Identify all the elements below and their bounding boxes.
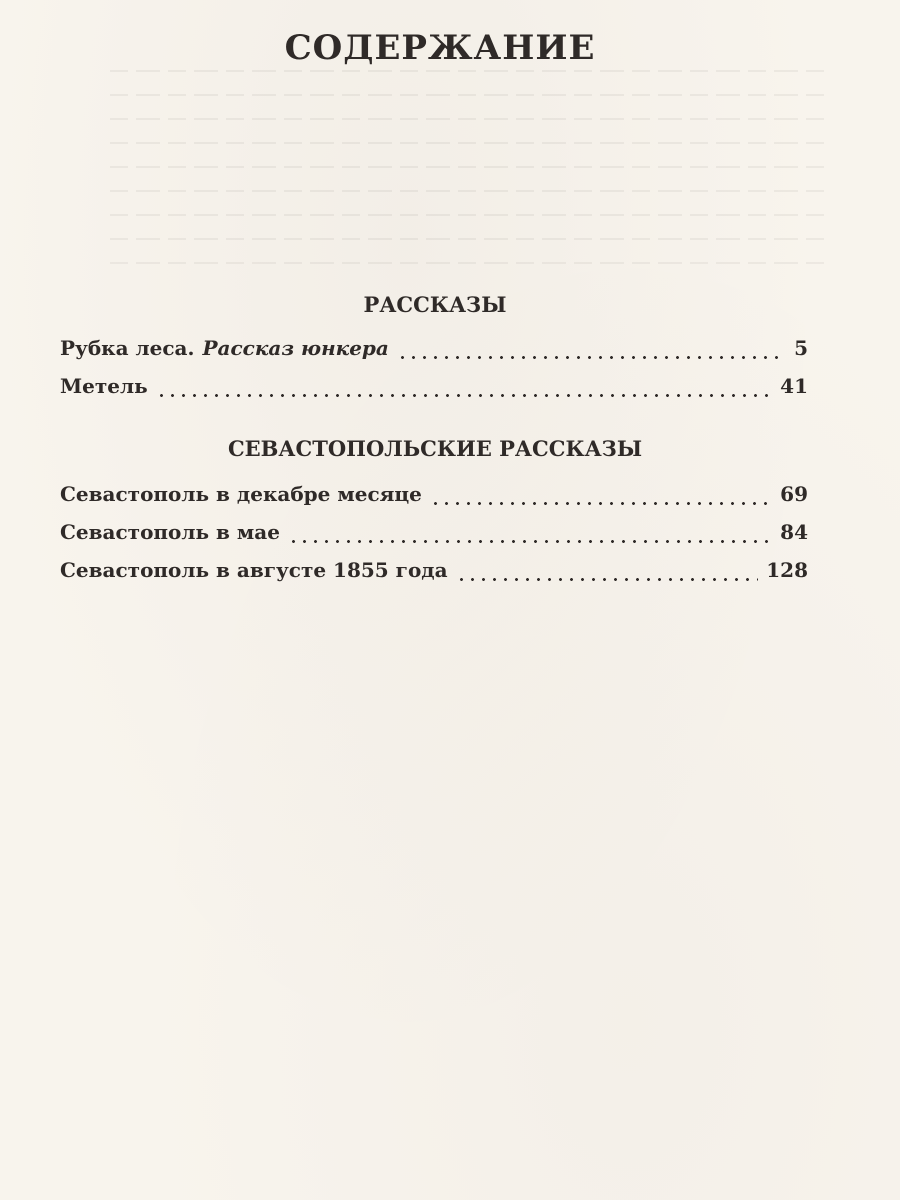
toc-entry-page: 128 [766,558,808,582]
toc-entry[interactable] [60,520,808,548]
toc-entry-page: 69 [780,482,808,506]
toc-entry-page: 5 [794,336,808,360]
toc-entry[interactable] [60,336,808,364]
toc-entry-title: Рубка леса. [60,336,195,360]
toc-entry-title: Метель [60,374,148,398]
toc-dot-leader [397,356,786,359]
section-heading-sevastopol-stories: СЕВАСТОПОЛЬСКИЕ РАССКАЗЫ [227,436,643,461]
toc-entry-subtitle: Рассказ юнкера [202,336,389,360]
toc-entry-title: Севастополь в августе 1855 года [60,558,448,582]
toc-entry-page: 84 [780,520,808,544]
bleed-through-text [110,70,830,330]
toc-dot-leader [288,540,772,543]
page-title: СОДЕРЖАНИЕ [284,28,596,68]
toc-entry-page: 41 [780,374,808,398]
section-heading-stories: РАССКАЗЫ [363,292,507,317]
toc-entry[interactable] [60,374,808,402]
toc-dot-leader [456,578,759,581]
toc-entry[interactable] [60,482,808,510]
toc-entry-title: Севастополь в мае [60,520,280,544]
toc-entry[interactable] [60,558,808,586]
toc-dot-leader [156,394,773,397]
toc-entry-title: Севастополь в декабре месяце [60,482,422,506]
toc-dot-leader [430,502,772,505]
